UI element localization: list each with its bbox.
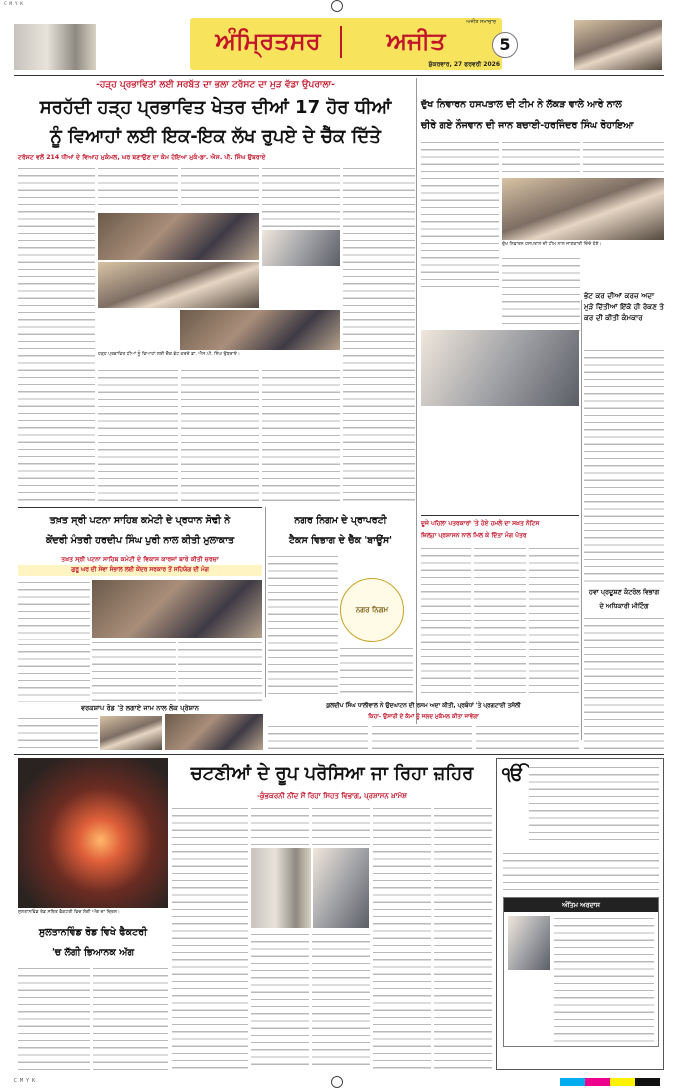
ad-top-text	[529, 765, 659, 845]
strip-center-photo	[165, 714, 263, 750]
masthead-kicker: ਅਜੀਤ ਸਮਾਚਾਰ	[466, 19, 496, 25]
patna-headline-2: ਕੇਂਦਰੀ ਮੰਤਰੀ ਹਰਦੀਪ ਸਿੰਘ ਪੁਰੀ ਨਾਲ ਕੀਤੀ ਮੁਲਾਕਾਤ	[45, 535, 235, 546]
patna-banner-2: ਗੁਰੂ ਘਰ ਦੀ ਸੇਵਾ ਸੰਭਾਲ ਲਈ ਕੇਂਦਰ ਸਰਕਾਰ ਤੋਂ ਸਹਿਯੋਗ ਦੀ ਮੰਗ	[18, 565, 262, 576]
strip-center-sub: ਕਿਹਾ- ਉਸਾਰੀ ਦੇ ਕੰਮਾਂ ਨੂੰ ਜਲਦ ਮੁਕੰਮਲ ਕੀਤਾ ਜਾਵੇਗਾ	[368, 714, 479, 720]
right-top-column-4	[502, 256, 580, 336]
registration-mark-top	[331, 0, 343, 12]
fire-headline-1: ਸੁਲਤਾਨਵਿੰਡ ਰੋਡ ਵਿਖੇ ਫੈਕਟਰੀ	[38, 927, 148, 938]
ad-symbol: ੴ	[502, 764, 524, 785]
ad-notice-text	[554, 916, 654, 1042]
masthead-rule	[14, 75, 664, 76]
strip-left-column	[18, 716, 98, 750]
patna-banner	[18, 554, 262, 576]
lead-column-2	[98, 166, 178, 211]
right-top-column-3	[583, 140, 664, 176]
lead-photo-caption: ਹੜ੍ਹ ਪ੍ਰਭਾਵਿਤ ਧੀਆਂ ਨੂੰ ਵਿਆਹਾਂ ਲਈ ਚੈੱਕ ਭੇਟ ਕਰਦੇ ਡਾ. ਐਸ.ਪੀ. ਸਿੰਘ ਉਬਰਾਏ।	[98, 352, 241, 357]
strip-center-column-3	[476, 724, 579, 752]
right-top-photo-caption: ਦੁੱਖ ਨਿਵਾਰਨ ਹਸਪਤਾਲ ਦੀ ਟੀਮ ਨਾਲ ਜਾਣਕਾਰੀ ਦਿੰਦੇ ਹੋਏ।	[502, 242, 602, 247]
right-top-column-2	[502, 140, 580, 176]
right-top-caption-2	[421, 410, 579, 422]
strip-center-headline: ਕੁਲਦੀਪ ਸਿੰਘ ਧਾਲੀਵਾਲ ਨੇ ਉਦਘਾਟਨ ਦੀ ਰਸਮ ਅਦਾ ਕੀਤੀ, ਪ੍ਰਬੰਧਾਂ 'ਤੇ ਪ੍ਰਗਟਾਈ ਤਸੱਲੀ	[326, 703, 521, 709]
lead-column-5	[343, 166, 415, 504]
patna-column-1	[18, 580, 90, 640]
fire-headline-2: 'ਚ ਲੱਗੀ ਭਿਆਨਕ ਅੱਗ	[51, 947, 135, 958]
middle-right-headline-2: ਜ਼ਿਲ੍ਹਾ ਪ੍ਰਸ਼ਾਸਨ ਨਾਲ ਮਿਲ ਕੇ ਦਿੱਤਾ ਮੰਗ ਪੱਤਰ	[421, 532, 527, 539]
strip-center-column-1	[268, 724, 368, 752]
bottom-column-7	[434, 806, 492, 1070]
middle-right-column-1	[421, 546, 471, 696]
print-slug	[4, 1, 224, 9]
bottom-column-5	[312, 932, 370, 1070]
fire-photo-caption: ਸੁਲਤਾਨਵਿੰਡ ਰੋਡ ਸਥਿਤ ਫੈਕਟਰੀ ਵਿਚ ਲੱਗੀ ਅੱਗ ਦਾ ਦ੍ਰਿਸ਼।	[18, 910, 121, 915]
patna-headline-1: ਤਖ਼ਤ ਸ੍ਰੀ ਪਟਨਾ ਸਾਹਿਬ ਕਮੇਟੀ ਦੇ ਪ੍ਰਧਾਨ ਸੋਢੀ ਨੇ	[49, 515, 231, 526]
lead-kicker: -ਹੜ੍ਹ ਪ੍ਰਭਾਵਿਤਾਂ ਲਈ ਸਰਬੱਤ ਦਾ ਭਲਾ ਟਰੱਸਟ ਦਾ ਮੁੜ ਵੱਡਾ ਉਪਰਾਲਾ-	[96, 80, 335, 90]
side-brief-2-column	[584, 616, 664, 752]
fire-column-1	[18, 966, 90, 1070]
lead-photo-4	[180, 310, 340, 350]
fire-photo	[18, 758, 168, 908]
middle-right-top-rule	[421, 515, 579, 516]
masthead	[14, 18, 664, 72]
nagar-column-2	[340, 646, 413, 694]
bottom-column-2	[251, 806, 309, 846]
lead-subhead: ਟਰੱਸਟ ਵਲੋਂ 214 ਧੀਆਂ ਦੇ ਵਿਆਹ ਮੁਕੰਮਲ, ਘਰ ਬਣਾਉਣ ਦਾ ਕੰਮ ਹੋਇਆ ਮੁਕੰ-ਡਾ. ਐਸ. ਪੀ. ਸਿੰਘ ਉਬਰਾਏ	[18, 154, 266, 161]
masthead-title-left: ਅੰਮ੍ਰਿਤਸਰ	[215, 27, 321, 55]
lead-photo-3	[262, 230, 340, 266]
ad-portrait	[508, 916, 550, 970]
patna-banner-1: ਤਖ਼ਤ ਸ੍ਰੀ ਪਟਨਾ ਸਾਹਿਬ ਕਮੇਟੀ ਦੇ ਵਿਕਾਸ ਕਾਰਜਾਂ ਬਾਰੇ ਕੀਤੀ ਚਰਚਾ	[61, 556, 219, 563]
column-rule-nagar	[265, 507, 266, 697]
nagar-headline-2: ਟੈਕਸ ਵਿਭਾਗ ਦੇ ਚੈੱਕ 'ਬਾਊਂਸ'	[288, 535, 393, 546]
bottom-headline: ਚਟਣੀਆਂ ਦੇ ਰੂਪ ਪਰੋਸਿਆ ਜਾ ਰਿਹਾ ਜ਼ਹਿਰ	[190, 763, 474, 784]
bottom-column-4	[251, 932, 309, 1070]
nagar-column-1	[268, 554, 338, 694]
nagar-headline-1: ਨਗਰ ਨਿਗਮ ਦੇ ਪ੍ਰਾਪਰਟੀ	[294, 515, 387, 526]
ad-header: ਅੰਤਿਮ ਅਰਦਾਸ	[504, 898, 658, 912]
footer-registration: C M Y K	[14, 1078, 36, 1084]
strip-center-column-2	[372, 724, 472, 752]
fire-column-2	[93, 966, 168, 1070]
nagar-logo-text: ਨਗਰ ਨਿਗਮ	[355, 606, 389, 614]
right-top-photo-1	[502, 178, 664, 240]
column-rule-right	[581, 300, 582, 740]
masthead-divider	[340, 26, 342, 58]
right-top-column-1	[421, 140, 499, 288]
lead-column-3	[181, 166, 259, 211]
right-top-headline-2: ਚੀਰੇ ਗਏ ਨੌਜਵਾਨ ਦੀ ਜਾਨ ਬਚਾਈ-ਹਰਜਿੰਦਰ ਸਿੰਘ ਰੋਹਾਇਆ	[421, 120, 634, 131]
patna-photo	[92, 580, 262, 638]
lead-photo-1	[98, 213, 259, 260]
lead-headline-2: ਨੂੰ ਵਿਆਹਾਂ ਲਈ ਇਕ-ਇਕ ਲੱਖ ਰੁਪਏ ਦੇ ਚੈੱਕ ਦਿੱਤੇ	[50, 126, 381, 147]
middle-right-headline-1: ਦੂਜੇ ਪਹਿਲਾ ਪਤਰਕਾਰਾਂ 'ਤੇ ਹੋਏ ਹਮਲੇ ਦਾ ਸਖ਼ਤ ਨੋਟਿਸ	[421, 520, 540, 527]
patna-top-rule	[18, 507, 262, 508]
color-bar	[560, 1078, 660, 1086]
print-slug-text: C M Y K	[4, 2, 23, 7]
lead-column-4	[262, 166, 340, 228]
bottom-subhead: -ਕੁੰਭਕਰਨੀ ਨੀਂਦ ਸੌਂ ਰਿਹਾ ਸਿਹਤ ਵਿਭਾਗ, ਪ੍ਰਸ਼ਾਸਨ ਖ਼ਾਮੋਸ਼	[257, 792, 407, 800]
lead-column-8	[262, 368, 340, 504]
middle-right-column-3	[529, 546, 579, 696]
patna-column-2	[18, 642, 90, 702]
bottom-column-1	[172, 806, 248, 1070]
side-brief-headline: ਭੇਟ ਕਰ ਦੀਆਂ ਕਰਜ਼ ਅਦਾ ਮੁੜੇ ਦਿੱਤੀਆਂ ਇੱਕੋ ਹੀ ਰੋਕਣ ਤੇ ਕਰ ਦੀ ਕੀਤੀ ਕੰਮਕਾਰ	[584, 291, 664, 322]
heritage-building-image	[574, 20, 662, 70]
bottom-rule	[14, 754, 664, 755]
registration-mark-bottom	[331, 1076, 343, 1088]
lead-photo-2	[98, 262, 259, 308]
right-top-headline-1: ਦੁੱਖ ਨਿਵਾਰਨ ਹਸਪਤਾਲ ਦੀ ਟੀਮ ਨੇ ਲੱਕੜ ਵਾਲੇ ਆਰੇ ਨਾਲ	[421, 99, 622, 110]
lead-column-6	[98, 368, 178, 504]
side-brief-column	[584, 348, 664, 584]
ad-mid-text	[503, 851, 659, 891]
page-number-circle	[492, 32, 518, 58]
lead-column-7	[181, 368, 259, 504]
ad-notice-box	[503, 897, 659, 1047]
obituary-ad	[496, 758, 664, 1070]
strip-left-photo	[100, 716, 162, 750]
masthead-logo-block	[190, 18, 502, 70]
lead-column-1	[18, 166, 95, 504]
side-brief-2-headline-1: ਹਵਾ ਪ੍ਰਦੂਸ਼ਣ ਕੰਟਰੋਲ ਵਿਭਾਗ	[588, 588, 660, 596]
right-top-photo-2	[421, 330, 579, 406]
column-rule-main	[416, 78, 417, 750]
masthead-title-right: ਅਜੀਤ	[386, 27, 446, 55]
golden-temple-image	[14, 24, 96, 70]
page-number: 5	[499, 35, 511, 54]
sauce-photo-2	[313, 848, 369, 928]
strip-left-headline: ਵਰਕਸ਼ਾਪ ਰੋਡ 'ਤੇ ਲਗਾਏ ਜਾਮ ਨਾਲ ਲੋਕ ਪ੍ਰੇਸ਼ਾਨ	[81, 704, 199, 712]
bottom-column-6	[373, 806, 431, 1070]
bottom-column-3	[312, 806, 370, 846]
patna-column-4	[178, 640, 262, 702]
patna-column-3	[92, 640, 176, 702]
sauce-photo-1	[251, 848, 311, 928]
lead-headline-1: ਸਰਹੱਦੀ ਹੜ੍ਹ ਪ੍ਰਭਾਵਿਤ ਖੇਤਰ ਦੀਆਂ 17 ਹੋਰ ਧੀਆਂ	[39, 97, 392, 118]
nagar-logo	[340, 578, 404, 642]
masthead-date: ਸ਼ੁੱਕਰਵਾਰ, 27 ਫਰਵਰੀ 2026	[428, 61, 500, 68]
side-brief-2-headline-2: ਦੇ ਅਧਿਕਾਰੀ ਮੀਟਿੰਗ	[599, 602, 649, 610]
middle-right-column-2	[474, 546, 526, 696]
